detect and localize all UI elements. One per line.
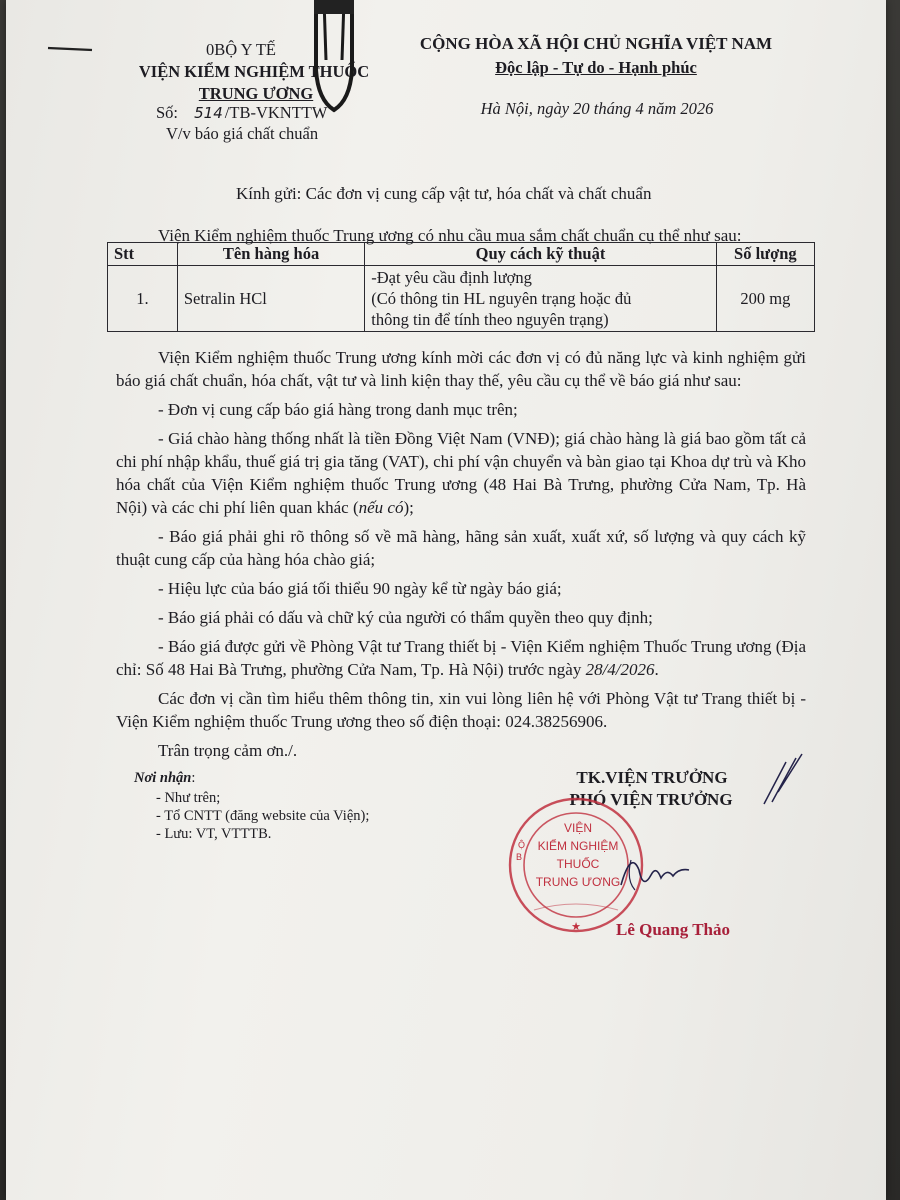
closing-text: Trân trọng cảm ơn./.	[158, 741, 298, 760]
header-name: Tên hàng hóa	[177, 243, 364, 266]
spec-line3: thông tin để tính theo nguyên trạng)	[371, 310, 609, 329]
table-row	[108, 266, 815, 332]
svg-text:★: ★	[571, 920, 581, 933]
institute-name-line1: VIỆN KIỂM NGHIỆM THUỐC	[138, 62, 370, 81]
cell-name: Setralin HCl	[177, 266, 364, 332]
bullet-2	[116, 427, 806, 519]
recipient-item: - Như trên;	[156, 790, 221, 806]
svg-text:B: B	[516, 852, 523, 862]
svg-text:Ộ: Ộ	[518, 840, 526, 850]
cell-spec	[365, 266, 716, 332]
pen-mark	[46, 42, 96, 54]
bullet-6	[116, 635, 806, 681]
bullet-6-text: - Báo giá được gửi về Phòng Vật tư Trang thiết bị - Viện Kiểm nghiệm Thuốc Trung ương (Địa chỉ: Số 48 Hai Bà Trưng, phường Cửa Nam, Tp. Hà Nội) trước ngày	[116, 637, 806, 679]
place-date: Hà Nội, ngày 20 tháng 4 năm 2026	[480, 99, 714, 118]
header-spec: Quy cách kỹ thuật	[365, 243, 716, 266]
svg-text:THUỐC: THUỐC	[556, 857, 600, 871]
handwritten-signature	[601, 840, 701, 900]
binder-clip	[306, 0, 366, 120]
bullet-2-end: );	[403, 498, 414, 517]
number-suffix: /TB-VKNTTW	[224, 103, 328, 122]
bullet-6-end: .	[654, 660, 659, 679]
spec-line2: (Có thông tin HL nguyên trạng hoặc đủ	[371, 289, 632, 308]
recipients-label	[134, 770, 195, 787]
spec-line1: -Đạt yêu cầu định lượng	[371, 268, 532, 287]
bullet-5: - Báo giá phải có dấu và chữ ký của người có thẩm quyền theo quy định;	[158, 608, 653, 627]
institute-name-line2: TRUNG ƯƠNG	[198, 84, 314, 103]
signature-flourish	[758, 752, 808, 812]
body-content	[116, 346, 806, 768]
header-stt: Stt	[108, 243, 178, 266]
recipients-label-text: Nơi nhận	[134, 770, 192, 786]
greeting: Kính gửi: Các đơn vị cung cấp vật tư, hóa chất và chất chuẩn	[236, 184, 652, 203]
national-motto: Độc lập - Tự do - Hạnh phúc	[495, 58, 697, 77]
svg-text:TRUNG ƯƠNG: TRUNG ƯƠNG	[535, 875, 621, 889]
header-qty: Số lượng	[716, 243, 814, 266]
republic-title: CỘNG HÒA XÃ HỘI CHỦ NGHĨA VIỆT NAM	[419, 34, 773, 53]
document-number	[156, 103, 327, 123]
recipients-colon: :	[191, 770, 196, 786]
bullet-1: - Đơn vị cung cấp báo giá hàng trong danh mục trên;	[158, 400, 518, 419]
svg-text:VIỆN: VIỆN	[563, 821, 593, 835]
recipient-item: - Tổ CNTT (đăng website của Viện);	[156, 808, 370, 824]
signature-title2: PHÓ VIỆN TRƯỞNG	[569, 790, 733, 809]
bullet-2-text: - Giá chào hàng thống nhất là tiền Đồng Việt Nam (VNĐ); giá chào hàng là giá bao gồm tất cả chi phí nhập khẩu, thuế giá trị gia tăng (VAT), chi phí vận chuyển và bàn giao tại Khoa dự trù và Kho hóa chất của Viện Kiểm nghiệm thuốc Trung ương (48 Hai Bà Trưng, phường Cửa Nam, Tp. Hà Nội) và các chi phí liên quan khác (	[116, 429, 806, 517]
cell-stt: 1.	[108, 266, 178, 332]
intro-text: Viện Kiểm nghiệm thuốc Trung ương có nhu cầu mua sắm chất chuẩn cụ thể như sau:	[158, 226, 742, 245]
document-subject: V/v báo giá chất chuẩn	[166, 124, 319, 143]
paragraph-invitation: Viện Kiểm nghiệm thuốc Trung ương kính mời các đơn vị có đủ năng lực và kinh nghiệm gửi báo giá chất chuẩn, hóa chất, vật tư và linh kiện thay thế, yêu cầu cụ thể về báo giá như sau:	[116, 348, 806, 390]
goods-table	[107, 242, 815, 332]
svg-text:KIỂM NGHIỆM: KIỂM NGHIỆM	[537, 839, 619, 853]
signature-title1: TK.VIỆN TRƯỞNG	[576, 768, 728, 787]
recipient-item: - Lưu: VT, VTTTB.	[156, 826, 272, 842]
bullet-4: - Hiệu lực của báo giá tối thiểu 90 ngày kể từ ngày báo giá;	[158, 579, 562, 598]
cell-qty: 200 mg	[716, 266, 814, 332]
deadline-date: 28/4/2026	[585, 660, 655, 679]
bullet-3: - Báo giá phải ghi rõ thông số về mã hàng, hãng sản xuất, xuất xứ, số lượng và quy cách kỹ thuật cung cấp của hàng hóa chào giá;	[116, 527, 806, 569]
paragraph-contact: Các đơn vị cần tìm hiểu thêm thông tin, xin vui lòng liên hệ với Phòng Vật tư Trang thiết bị - Viện Kiểm nghiệm thuốc Trung ương theo số điện thoại: 024.38256906.	[116, 689, 806, 731]
number-label: Số:	[156, 103, 179, 122]
bullet-2-italic: nếu có	[358, 498, 404, 517]
document-page	[6, 0, 886, 1200]
ministry-name: 0BỘ Y TẾ	[206, 40, 276, 59]
signatory-name: Lê Quang Thảo	[616, 920, 731, 939]
number-handwritten: 514	[194, 104, 223, 122]
table-header-row	[108, 243, 815, 266]
